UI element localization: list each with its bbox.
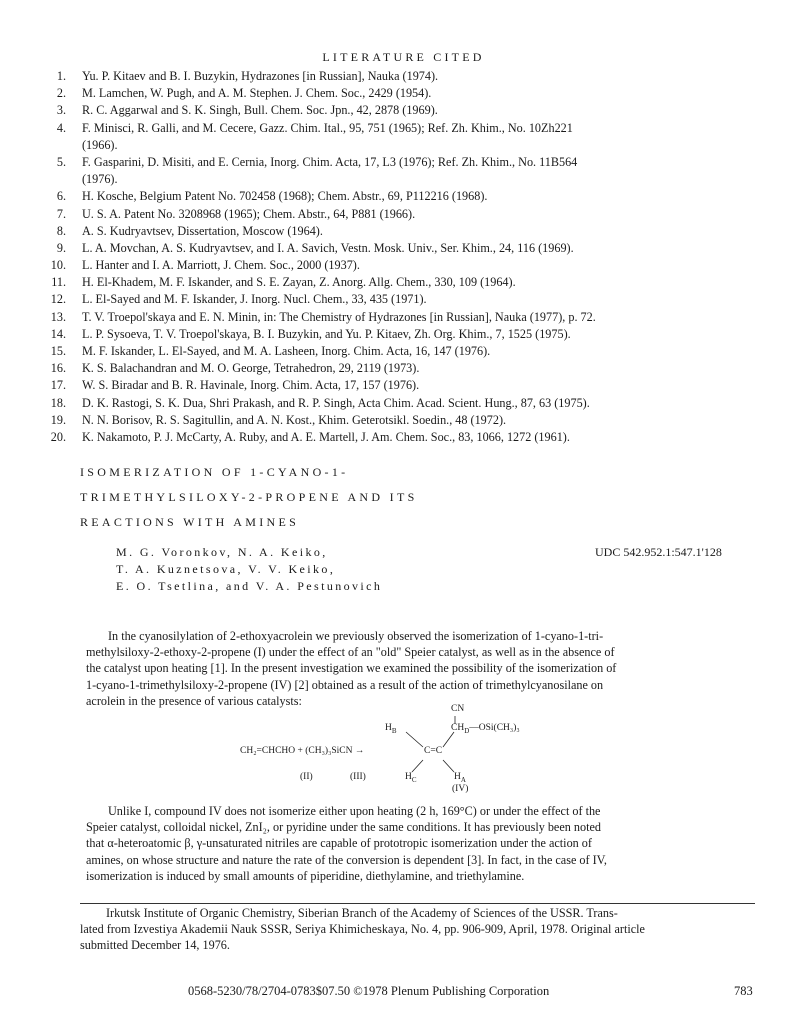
paragraph-line: amines, on whose structure and nature the rate of the conversion is dependent [3]. In fact, in the case of IV, — [86, 852, 607, 867]
reference-number: 3. — [56, 103, 66, 118]
reference-text: L. P. Sysoeva, T. V. Troepol'skaya, B. I. Buzykin, and Yu. P. Kitaev, Zh. Org. Khim., 7, 1525 (1975). — [82, 326, 571, 341]
author-line: T. A. Kuznetsova, V. V. Keiko, — [116, 562, 336, 576]
hydrogen-subscript: B — [391, 726, 397, 735]
reference-text: K. Nakamoto, P. J. McCarty, A. Ruby, and A. E. Martell, J. Am. Chem. Soc., 83, 1066, 1272 (1961). — [82, 429, 570, 444]
reference-item — [0, 102, 807, 119]
reference-item — [0, 360, 807, 377]
copyright-line: 0568-5230/78/2704-0783$07.50 ©1978 Plenum Publishing Corporation — [188, 984, 550, 998]
reference-item — [0, 274, 807, 291]
reference-item — [0, 85, 807, 102]
paragraph-line: methylsiloxy-2-ethoxy-2-propene (I) under the effect of an "old" Speier catalyst, as well as in the absence of — [86, 645, 615, 660]
reference-number: 2. — [56, 86, 66, 101]
results-paragraph — [86, 803, 607, 884]
reference-item — [0, 326, 807, 343]
affiliation-footnote — [80, 906, 645, 953]
reference-item — [0, 68, 807, 85]
reference-item — [0, 309, 807, 326]
paragraph-line: 1-cyano-1-trimethylsiloxy-2-propene (IV) [2] obtained as a result of the action of trimethylcyanosilane on — [86, 677, 604, 692]
paragraph-line: Unlike I, compound IV does not isomerize either upon heating (2 h, 169°C) or under the effect of the — [108, 804, 601, 818]
reference-item — [0, 343, 807, 360]
reference-number: 7. — [56, 206, 66, 221]
reference-number: 11. — [51, 275, 66, 290]
footnote-line: submitted December 14, 1976. — [80, 937, 230, 952]
hydrogen-symbol: H — [454, 772, 461, 782]
cyano-group-label: CN — [451, 704, 465, 714]
reference-number: 17. — [50, 378, 66, 393]
reference-text: F. Minisci, R. Galli, and M. Cecere, Gazz. Chim. Ital., 95, 751 (1965); Ref. Zh. Khim., No. 10Zh221 — [82, 120, 573, 135]
reference-text: U. S. A. Patent No. 3208968 (1965); Chem. Abstr., 64, P881 (1966). — [82, 206, 416, 221]
reference-number: 20. — [50, 429, 66, 444]
reference-item — [0, 291, 807, 308]
literature-heading: LITERATURE CITED — [322, 50, 485, 64]
article-title-line: TRIMETHYLSILOXY-2-PROPENE AND ITS — [80, 490, 418, 504]
reference-text-continuation: (1976). — [82, 172, 118, 187]
reference-text: R. C. Aggarwal and S. K. Singh, Bull. Chem. Soc. Jpn., 42, 2878 (1969). — [82, 103, 438, 118]
reference-text: M. Lamchen, W. Pugh, and A. M. Stephen. J. Chem. Soc., 2429 (1954). — [82, 86, 432, 101]
reference-item — [0, 429, 807, 446]
hydrogen-symbol: H — [385, 723, 392, 733]
author-line: E. O. Tsetlina, and V. A. Pestunovich — [116, 579, 383, 593]
reaction-scheme — [240, 700, 560, 795]
footnote-line: lated from Izvestiya Akademii Nauk SSSR, Seriya Khimicheskaya, No. 4, pp. 906-909, April, 1978. Original article — [80, 921, 645, 936]
page-number: 783 — [734, 984, 753, 998]
reference-item — [0, 206, 807, 223]
reference-item — [0, 395, 807, 412]
reference-item — [0, 154, 807, 188]
paragraph-line: isomerization is induced by small amounts of piperidine, diethylamine, and triethylamine. — [86, 868, 525, 883]
reference-text: F. Gasparini, D. Misiti, and E. Cernia, Inorg. Chim. Acta, 17, L3 (1976); Ref. Zh. Khim., No. 11B564 — [82, 154, 578, 169]
reactants-label: CH₂=CHCHO + (CH₃)₃SiCN → — [240, 746, 365, 756]
reference-number: 9. — [56, 240, 66, 255]
double-bond-label: C=C — [424, 746, 443, 756]
reference-item — [0, 223, 807, 240]
reference-text: L. Hanter and I. A. Marriott, J. Chem. Soc., 2000 (1937). — [82, 258, 360, 273]
reference-number: 4. — [56, 120, 66, 135]
hydrogen-b-label — [385, 723, 397, 735]
hydrogen-c-label — [405, 772, 417, 784]
reference-list — [0, 68, 807, 446]
osi-group: —OSi(CH₃)₃ — [469, 723, 520, 733]
compound-ii-label: (II) — [300, 772, 313, 782]
intro-paragraph — [86, 628, 616, 709]
footnote-line: Irkutsk Institute of Organic Chemistry, Siberian Branch of the Academy of Sciences of the USSR. Trans- — [106, 906, 618, 920]
reference-number: 15. — [50, 344, 66, 359]
compound-iii-label: (III) — [350, 772, 366, 782]
reference-text: Yu. P. Kitaev and B. I. Buzykin, Hydrazones [in Russian], Nauka (1974). — [82, 69, 439, 83]
paragraph-line: acrolein in the presence of various catalysts: — [86, 693, 302, 708]
reference-number: 5. — [56, 154, 66, 169]
reference-text: K. S. Balachandran and M. O. George, Tetrahedron, 29, 2119 (1973). — [82, 361, 420, 376]
reference-text: T. V. Troepol'skaya and E. N. Minin, in: The Chemistry of Hydrazones [in Russian], Nauka (1977), p. 72. — [82, 309, 596, 324]
reference-number: 18. — [50, 395, 66, 410]
reference-number: 14. — [50, 326, 66, 341]
reference-item — [0, 377, 807, 394]
reference-text: N. N. Borisov, R. S. Sagitullin, and A. N. Kost., Khim. Geterotsikl. Soedin., 48 (1972). — [82, 412, 507, 427]
reference-number: 16. — [50, 361, 66, 376]
article-title-line: REACTIONS WITH AMINES — [80, 515, 300, 529]
author-line: M. G. Voronkov, N. A. Keiko, — [116, 545, 328, 559]
reference-number: 6. — [56, 189, 66, 204]
reference-text: H. El-Khadem, M. F. Iskander, and S. E. Zayan, Z. Anorg. Allg. Chem., 330, 109 (1964). — [82, 275, 516, 290]
footnote-divider — [80, 903, 755, 904]
hydrogen-symbol: H — [405, 772, 412, 782]
udc-code: UDC 542.952.1:547.1'128 — [595, 545, 722, 559]
hydrogen-subscript: A — [460, 775, 466, 784]
reference-number: 1. — [56, 69, 66, 83]
hydrogen-a-label — [454, 772, 466, 784]
reference-text: M. F. Iskander, L. El-Sayed, and M. A. Lasheen, Inorg. Chim. Acta, 16, 147 (1976). — [82, 344, 491, 359]
reference-number: 10. — [50, 258, 66, 273]
reference-text: L. El-Sayed and M. F. Iskander, J. Inorg. Nucl. Chem., 33, 435 (1971). — [82, 292, 427, 307]
reference-item — [0, 120, 807, 154]
paragraph-line: that α-heteroatomic β, γ-unsaturated nitriles are capable of prototropic isomerization under the action of — [86, 836, 592, 851]
reference-number: 19. — [50, 412, 66, 427]
reference-item — [0, 257, 807, 274]
reference-number: 12. — [50, 292, 66, 307]
paragraph-line: Speier catalyst, colloidal nickel, ZnI₂, or pyridine under the same conditions. It has previously been noted — [86, 820, 601, 835]
siloxy-group-label — [451, 723, 520, 735]
hydrogen-subscript: C — [411, 775, 417, 784]
reference-text: H. Kosche, Belgium Patent No. 702458 (1968); Chem. Abstr., 69, P112216 (1968). — [82, 189, 488, 204]
reference-text-continuation: (1966). — [82, 137, 118, 152]
ch-subscript: D — [464, 726, 470, 735]
paragraph-line: the catalyst upon heating [1]. In the present investigation we examined the possibility of the isomerization of — [86, 661, 617, 676]
reference-item — [0, 412, 807, 429]
reference-number: 13. — [50, 309, 66, 324]
paragraph-line: In the cyanosilylation of 2-ethoxyacrolein we previously observed the isomerization of 1-cyano-1-tri- — [108, 629, 604, 643]
reference-item — [0, 188, 807, 205]
article-title-line: ISOMERIZATION OF 1-CYANO-1- — [80, 465, 349, 479]
reference-text: W. S. Biradar and B. R. Havinale, Inorg. Chim. Acta, 17, 157 (1976). — [82, 378, 420, 393]
reference-text: D. K. Rastogi, S. K. Dua, Shri Prakash, and R. P. Singh, Acta Chim. Acad. Scient. Hung., 87, 63 (1975). — [82, 395, 590, 410]
reference-text: A. S. Kudryavtsev, Dissertation, Moscow (1964). — [82, 223, 323, 238]
reference-item — [0, 240, 807, 257]
compound-iv-label: (IV) — [452, 784, 469, 794]
reference-text: L. A. Movchan, A. S. Kudryavtsev, and I. A. Savich, Vestn. Mosk. Univ., Ser. Khim., 24, 116 (1969). — [82, 240, 574, 255]
ch-symbol: CH — [451, 723, 465, 733]
reference-number: 8. — [56, 223, 66, 238]
